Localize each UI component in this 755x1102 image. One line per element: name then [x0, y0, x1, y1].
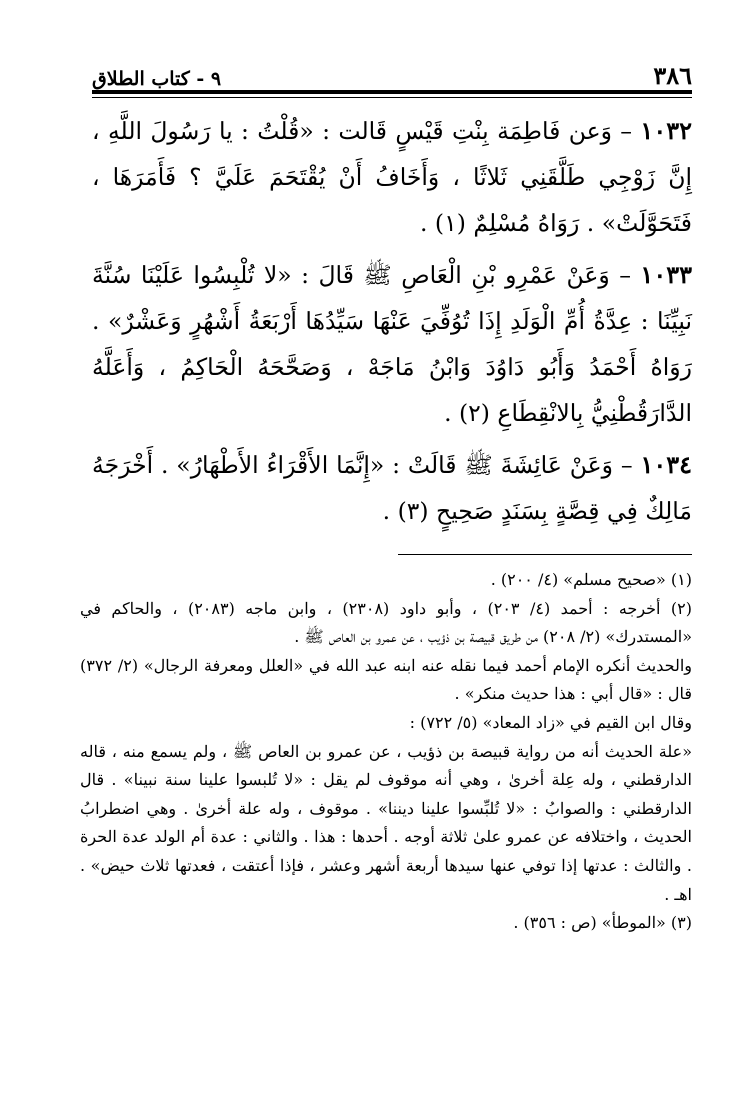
page-header	[92, 56, 692, 90]
hadith-paragraph	[92, 252, 692, 436]
footnote-separator	[398, 554, 692, 555]
hadith-paragraph	[92, 108, 692, 246]
footnote: (١) «صحيح مسلم» (٤/ ٢٠٠) .	[490, 570, 692, 589]
hadith-paragraph	[92, 442, 692, 534]
running-title: ٩ - كتاب الطلاق	[92, 68, 222, 90]
hadith-text: – وَعَنْ عَائِشَةَ ﷺ قَالَتْ : «إِنَّمَا الأَقْرَاءُ الأَطْهَارُ» . أَخْرَجَهُ مَالِكٌ فِي قِصَّةٍ بِسَنَدٍ صَحِيحٍ (٣) .	[92, 451, 692, 525]
footnote: (٣) «الموطأ» (ص : ٣٥٦) .	[513, 913, 692, 933]
footnote: «علة الحديث أنه من رواية قبيصة بن ذؤيب ، عن عمرو بن العاص ﷺ ، ولم يسمع منه ، قاله الدارقطني ، وله عِلة أخرىٰ ، وهي أنه موقوف لم يقل : «لا تُلبسوا علينا سنة نبينا» . قال الدارقطني : والصوابُ : «لا تُلبِّسوا علينا ديننا» . موقوف ، وله علة أخرىٰ . وهي اضطرابُ الحديث ، واختلافه عن عمرو علىٰ ثلاثة أوجه . أحدها : هذا . والثاني : عدة أم الولد عدة الحرة . والثالث : عدتها إذا توفي عنها سيدها أربعة أشهر وعشر ، فإذا أعتقت ، فعدتها ثلاث حيض» . اهـ .	[80, 741, 692, 904]
footnote: (٢) أخرجه : أحمد (٤/ ٢٠٣) ، وأبو داود (٢٣٠٨) ، وابن ماجه (٢٠٨٣) ، والحاكم في «المستدرك» (٢/ ٢٠٨) من طريق قبيصة بن ذؤيب ، عن عمرو بن العاص ﷺ .	[80, 598, 692, 647]
footnote: والحديث أنكره الإمام أحمد فيما نقله عنه ابنه عبد الله في «العلل ومعرفة الرجال» (٢/ ٣٧٢) قال : «قال أبي : هذا حديث منكر» .	[80, 655, 692, 704]
hadith-number: ١٠٣٣	[640, 260, 692, 289]
header-rule-thin	[92, 97, 692, 98]
page-number: ٣٨٦	[653, 61, 692, 90]
hadith-text: – وَعن فَاطِمَة بِنْتِ قَيْسٍ قَالت : «قُلْتُ : يا رَسُولَ اللَّهِ ، إِنَّ زَوْجِي طَلَّقَنِي ثَلاثًا ، وَأَخَافُ أَنْ يُقْتَحَمَ عَلَيَّ ؟ فَأَمَرَهَا ، فَتَحَوَّلَتْ» . رَوَاهُ مُسْلِمٌ (١) .	[92, 117, 692, 237]
hadith-text: – وَعَنْ عَمْرِو بْنِ الْعَاصِ ﷺ قَالَ : «لا تُلْبِسُوا عَلَيْنَا سُنَّةَ نَبِيِّنَا : عِدَّةُ أُمِّ الْوَلَدِ إِذَا تُوُفِّيَ عَنْهَا سَيِّدُهَا أَرْبَعَةُ أَشْهُرٍ وَعَشْرٌ» . رَوَاهُ أَحْمَدُ وَأَبُو دَاوُدَ وَابْنُ مَاجَهْ ، وَصَحَّحَهُ الْحَاكِمُ ، وَأَعَلَّهُ الدَّارَقُطْنِيُّ بِالانْقِطَاعِ (٢) .	[92, 261, 692, 427]
footnotes	[80, 566, 692, 938]
main-text	[92, 108, 692, 540]
hadith-number: ١٠٣٢	[640, 116, 692, 145]
header-rule-thick	[92, 90, 692, 94]
footnote: وقال ابن القيم في «زاد المعاد» (٥/ ٧٢٢) :	[409, 712, 692, 732]
hadith-number: ١٠٣٤	[640, 450, 692, 479]
